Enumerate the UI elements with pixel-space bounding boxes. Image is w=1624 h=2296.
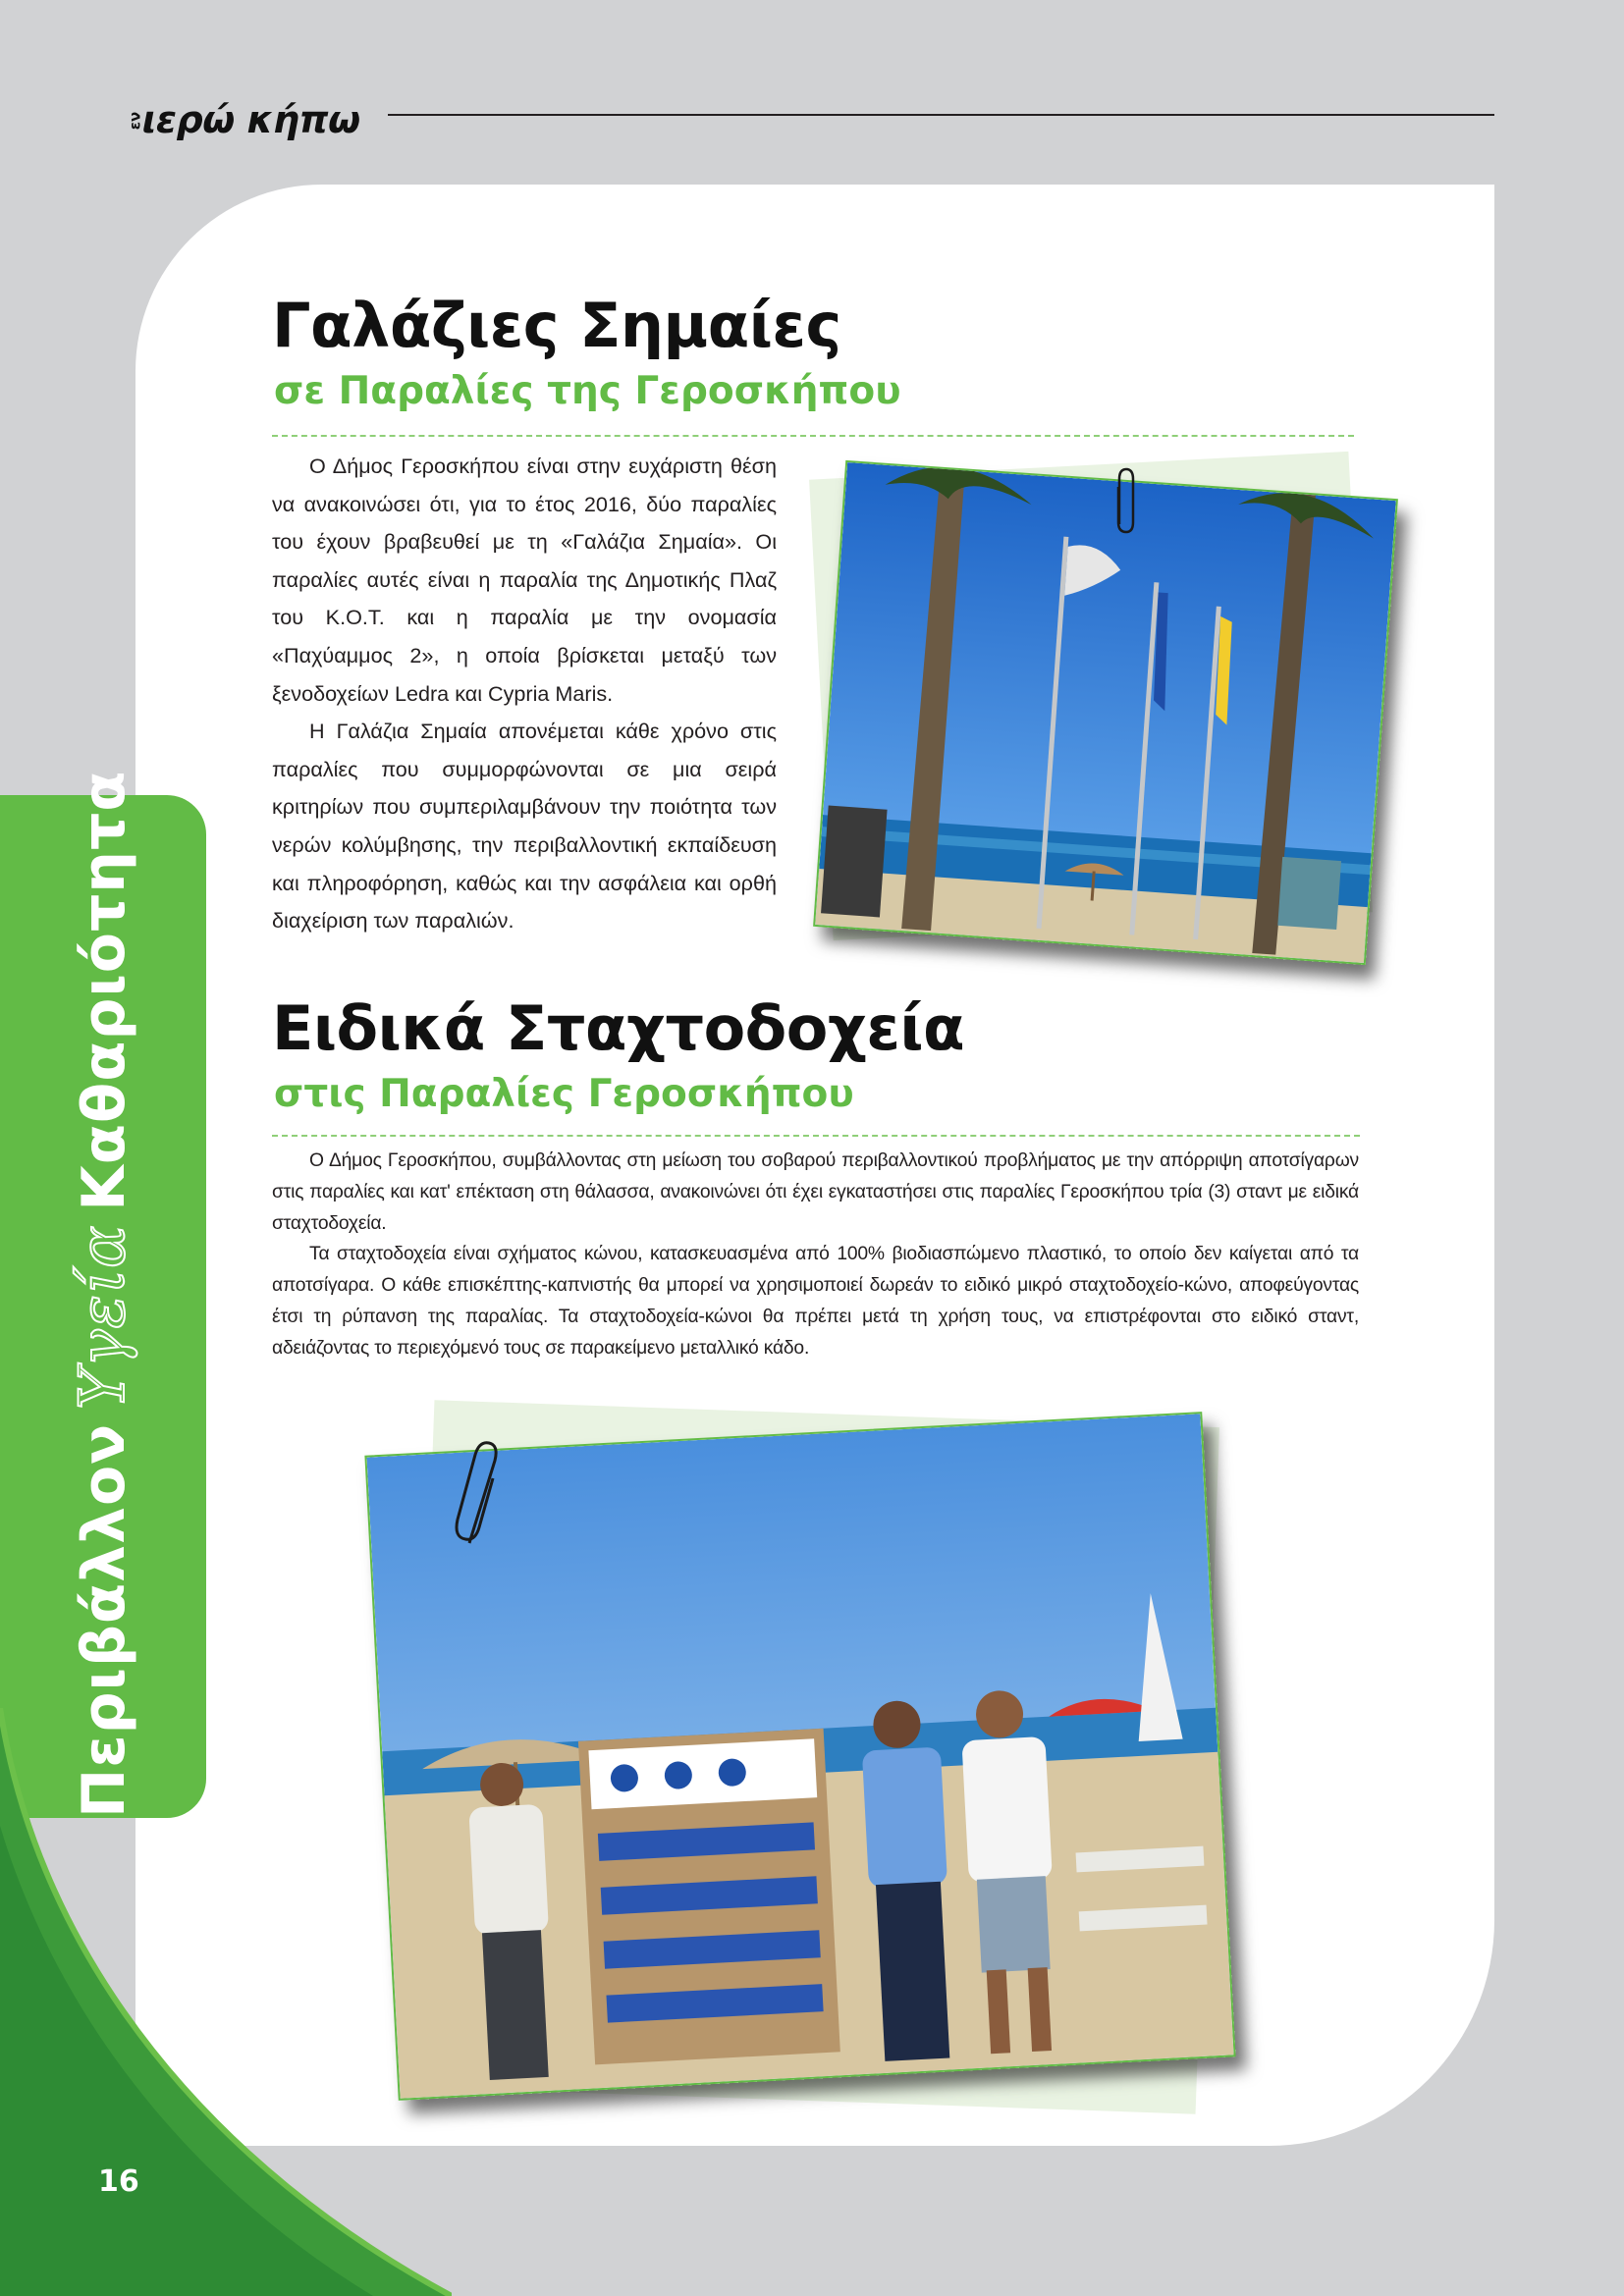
magazine-logo bbox=[126, 94, 360, 139]
page-number: 16 bbox=[98, 2164, 139, 2199]
article1-title: Γαλάζιες Σημαίες bbox=[272, 290, 841, 361]
paperclip-icon bbox=[452, 1435, 511, 1553]
section-tab-part-cleanliness: Καθαριότητα bbox=[70, 770, 138, 1211]
article2-paragraph: Ο Δήμος Γεροσκήπου, συμβάλλοντας στη μείωση του σοβαρού περιβαλλοντικού προβλήματος με την απόρριψη αποτσίγαρων στις παραλίες και κατ' επέκταση στη θάλασσα, ανακοινώνει ότι έχει εγκαταστήσει στις παραλίες Γεροσκήπου τρία (3) σταντ με ειδικά σταχτοδοχεία. bbox=[272, 1150, 1359, 1234]
article1-paragraph: Ο Δήμος Γεροσκήπου είναι στην ευχάριστη θέση να ανακοινώσει ότι, για το έτος 2016, δύο παραλίες του έχουν βραβευθεί με τη «Γαλάζια Σημαία». Οι παραλίες αυτές είναι η παραλία της Δημοτικής Πλαζ του Κ.Ο.Τ. και η παραλία με την ονομασία «Παχύαμμος 2», η οποία βρίσκεται μεταξύ των ξενοδοχείων Ledra και Cypria Maris. bbox=[272, 454, 777, 706]
article2-paragraph: Τα σταχτοδοχεία είναι σχήματος κώνου, κατασκευασμένα από 100% βιοδιασπώμενο πλαστικό, το οποίο δεν καίγεται από τα αποτσίγαρα. Ο κάθε επισκέπτης-καπνιστής θα μπορεί να χρησιμοποιεί δωρεάν το ειδικό μικρό σταχτοδοχείο-κώνο, αποφεύγοντας έτσι τη ρύπανση της παραλίας. Τα σταχτοδοχεία-κώνοι θα πρέπει μετά τη χρήση τους, να επιστρέφονται στο ειδικό σταντ, αδειάζοντας το περιεχόμενό τους σε παρακείμενο μεταλλικό κάδο. bbox=[272, 1244, 1359, 1359]
article2-subtitle: στις Παραλίες Γεροσκήπου bbox=[274, 1072, 854, 1116]
logo-name: ιερώ κήπω bbox=[141, 98, 360, 141]
article1-paragraph: Η Γαλάζια Σημαία απονέμεται κάθε χρόνο στις παραλίες που συμμορφώνονται σε μια σειρά κριτηρίων που συμπεριλαμβάνουν την ποιότητα των νερών κολύμβησης, την περιβαλλοντική εκπαίδευση και πληροφόρηση, καθώς και την ασφάλεια και ορθή διαχείριση των παραλιών. bbox=[272, 719, 777, 934]
article1-body bbox=[272, 448, 777, 940]
header-divider bbox=[388, 114, 1494, 116]
article1-subtitle: σε Παραλίες της Γεροσκήπου bbox=[274, 369, 901, 413]
article2-title: Ειδικά Σταχτοδοχεία bbox=[272, 992, 965, 1064]
section-tab-part-health: Υγεία bbox=[67, 1224, 139, 1410]
article2-body bbox=[272, 1146, 1359, 1364]
article1-divider bbox=[272, 435, 1354, 437]
article2-divider bbox=[272, 1135, 1360, 1137]
beach-flags-photo bbox=[813, 460, 1398, 965]
paperclip-icon bbox=[1110, 465, 1143, 536]
section-tab-label bbox=[67, 770, 139, 1818]
section-tab-part-environment: Περιβάλλον bbox=[70, 1422, 138, 1818]
logo-prefix: εν bbox=[126, 111, 144, 131]
